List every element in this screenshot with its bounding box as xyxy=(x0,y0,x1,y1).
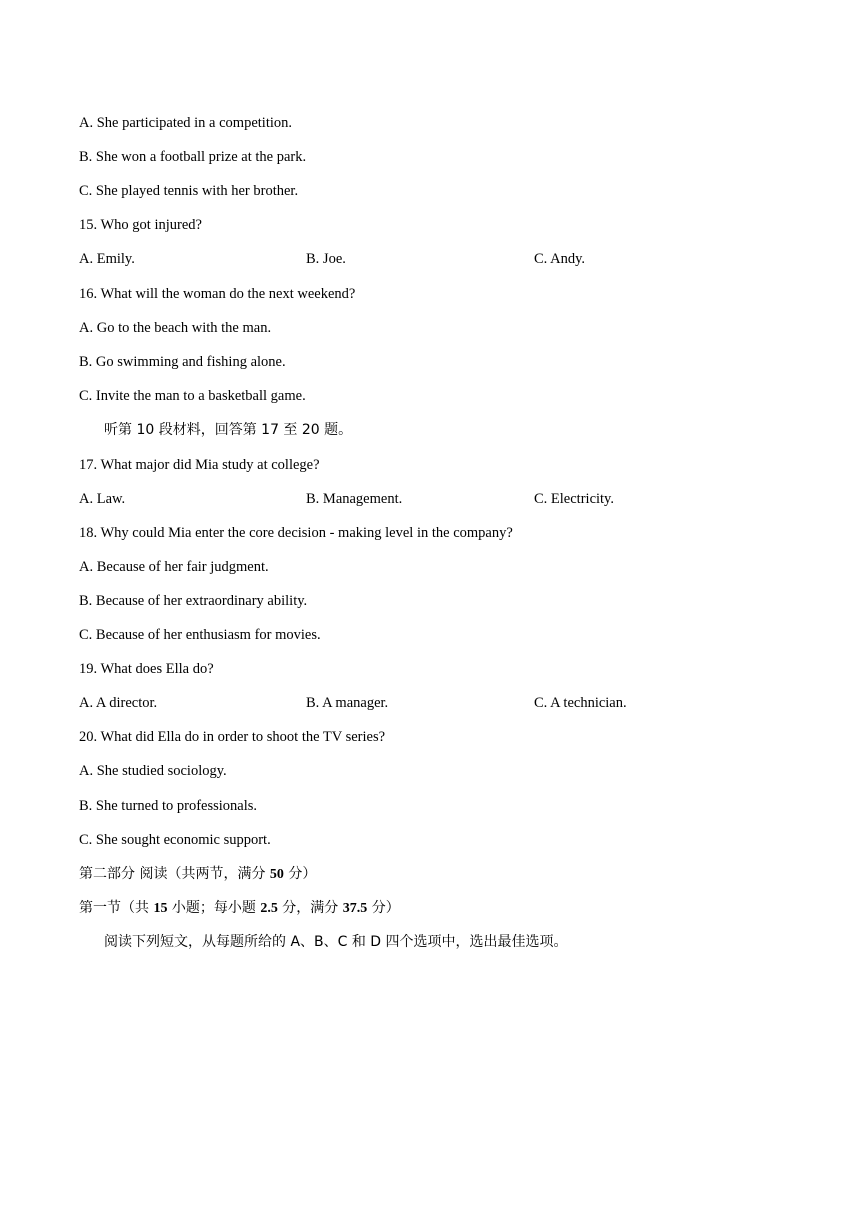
option-16-a: A. Go to the beach with the man. xyxy=(79,320,272,336)
option-17-b: B. Management. xyxy=(306,491,403,507)
option-18-a: A. Because of her fair judgment. xyxy=(79,559,269,575)
option-20-b: B. She turned to professionals. xyxy=(79,798,258,814)
section-one-each-score: 2.5 xyxy=(260,901,278,916)
question-18-stem: 18. Why could Mia enter the core decision - making level in the company? xyxy=(79,525,513,541)
option-19-c: C. A technician. xyxy=(534,695,627,711)
question-20-stem: 20. What did Ella do in order to shoot the TV series? xyxy=(79,729,386,745)
question-16-stem: 16. What will the woman do the next weekend? xyxy=(79,286,356,302)
section-one-count: 15 xyxy=(153,901,168,916)
option-18-c: C. Because of her enthusiasm for movies. xyxy=(79,627,321,643)
part-two-score: 50 xyxy=(269,867,284,882)
option-18-b: B. Because of her extraordinary ability. xyxy=(79,593,308,609)
option-15-a: A. Emily. xyxy=(79,251,135,267)
option-19-b: B. A manager. xyxy=(306,695,389,711)
option-20-c: C. She sought economic support. xyxy=(79,832,271,848)
section-one-p4: 分） xyxy=(367,900,400,916)
section-one-total-score: 37.5 xyxy=(342,901,368,916)
question-15-stem: 15. Who got injured? xyxy=(79,217,202,233)
option-15-c: C. Andy. xyxy=(534,251,586,267)
option-19-a: A. A director. xyxy=(79,695,158,711)
option-15-b: B. Joe. xyxy=(306,251,346,267)
option-20-a: A. She studied sociology. xyxy=(79,763,227,779)
option-16-c: C. Invite the man to a basketball game. xyxy=(79,388,306,404)
section-one-p1: 第一节（共 xyxy=(79,900,154,916)
part-two-heading xyxy=(79,865,316,884)
option-16-b: B. Go swimming and fishing alone. xyxy=(79,354,286,370)
reading-instruction: 阅读下列短文，从每题所给的 A、B、C 和 D 四个选项中，选出最佳选项。 xyxy=(104,934,568,950)
listening-instruction-10: 听第 10 段材料，回答第 17 至 20 题。 xyxy=(104,422,353,438)
part-two-suffix: 分） xyxy=(283,866,317,882)
part-two-prefix: 第二部分 阅读（共两节，满分 xyxy=(79,866,270,882)
option-14-c: C. She played tennis with her brother. xyxy=(79,183,299,199)
question-19-stem: 19. What does Ella do? xyxy=(79,661,214,677)
option-17-c: C. Electricity. xyxy=(534,491,614,507)
section-one-heading xyxy=(79,899,400,918)
question-17-stem: 17. What major did Mia study at college? xyxy=(79,457,320,473)
option-14-a: A. She participated in a competition. xyxy=(79,115,293,131)
section-one-p2: 小题；每小题 xyxy=(167,900,261,916)
option-14-b: B. She won a football prize at the park. xyxy=(79,149,307,165)
section-one-p3: 分，满分 xyxy=(277,900,343,916)
option-17-a: A. Law. xyxy=(79,491,126,507)
